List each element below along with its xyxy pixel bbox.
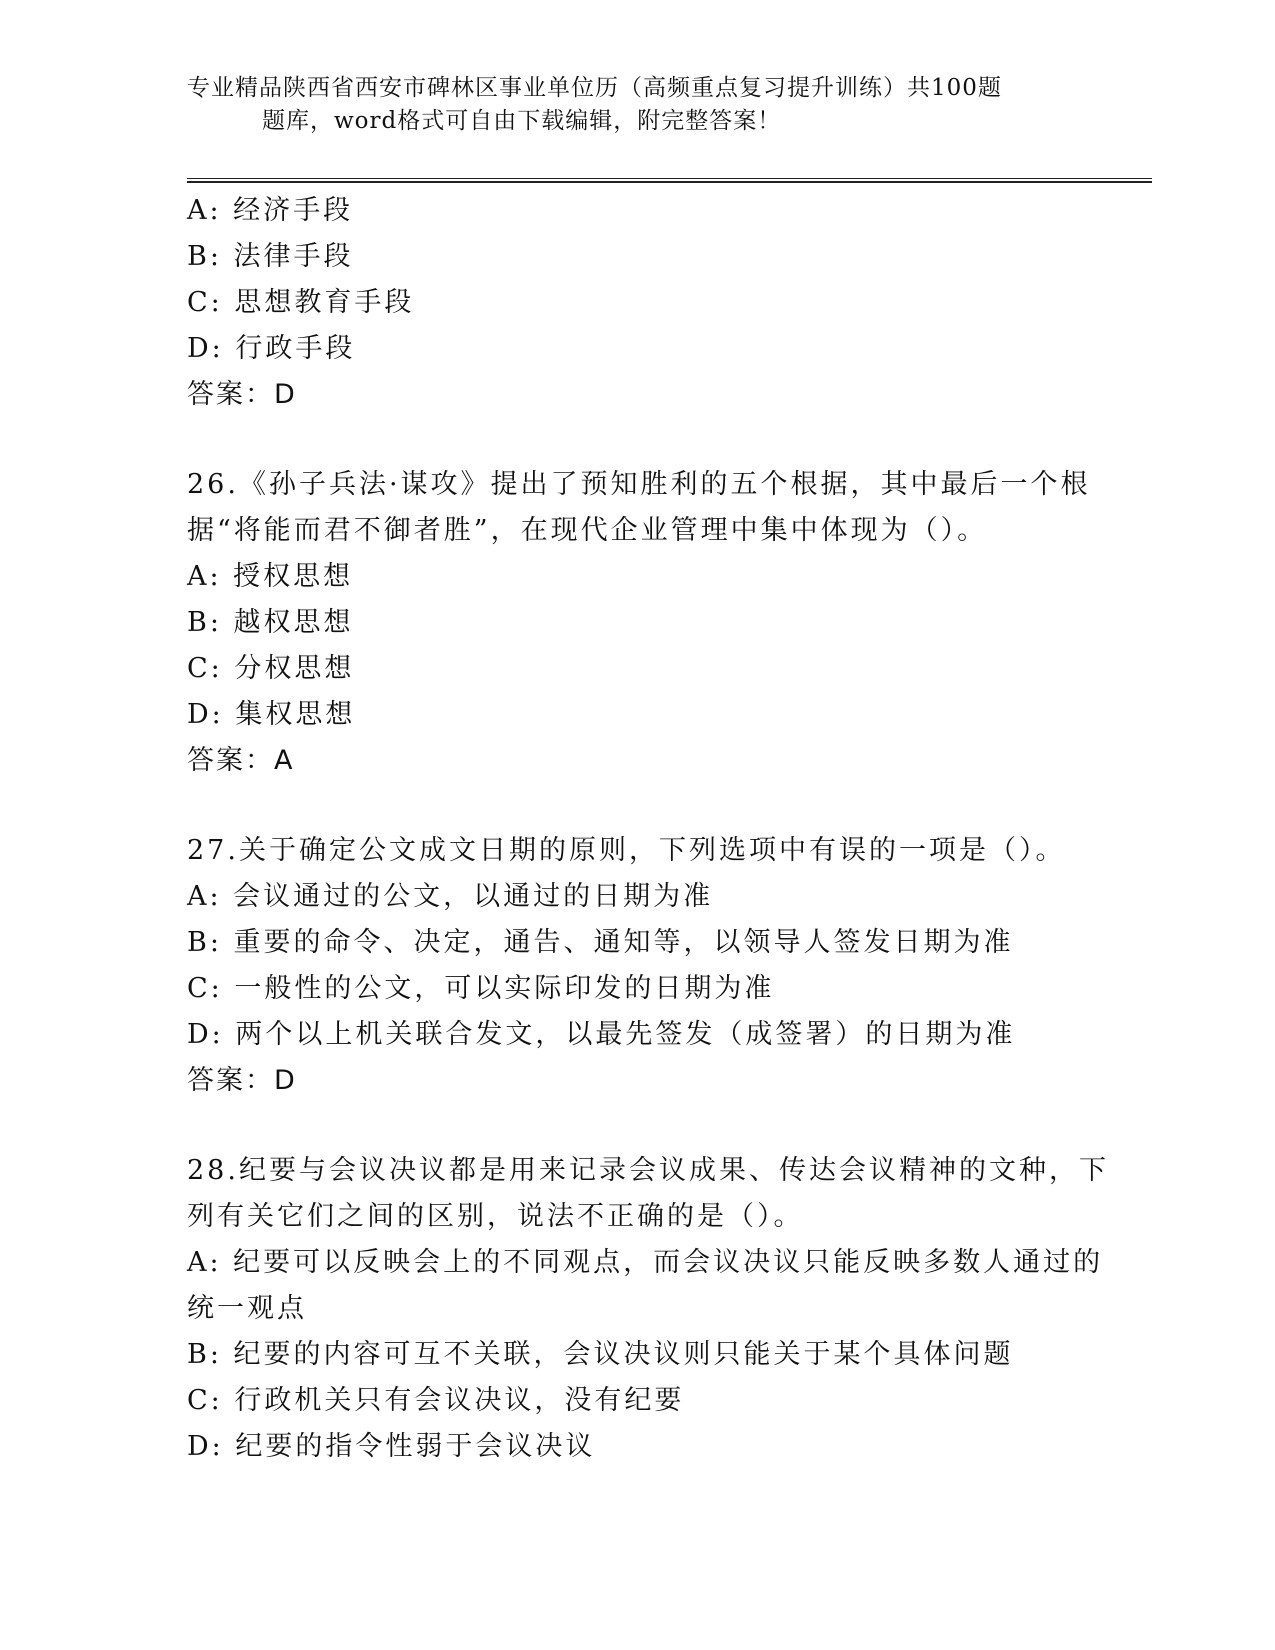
question-spacer: [187, 1104, 1087, 1148]
header-title-line1: 专业精品陕西省西安市碑林区事业单位历（高频重点复习提升训练）共100题: [187, 75, 1002, 101]
header-title-line2: 题库，word格式可自由下载编辑，附完整答案！: [262, 108, 782, 134]
question-28: [187, 1148, 1109, 1470]
q27-option-d: D: 两个以上机关联合发文，以最先签发（成签署）的日期为准: [187, 1019, 1016, 1050]
q28-option-d: D: 纪要的指令性弱于会议决议: [187, 1431, 596, 1462]
q25-option-b: B: 法律手段: [187, 241, 354, 272]
q27-option-a: A: 会议通过的公文，以通过的日期为准: [187, 881, 714, 912]
q28-option-a-line2: 统一观点: [187, 1293, 307, 1324]
question-25: [187, 188, 1087, 418]
question-spacer: [187, 418, 1087, 462]
q28-stem-line1: 28.纪要与会议决议都是用来记录会议成果、传达会议精神的文种，下: [187, 1155, 1109, 1186]
q25-option-d: D: 行政手段: [187, 333, 356, 364]
q25-option-a: A: 经济手段: [187, 195, 354, 226]
q28-option-a-line1: A: 纪要可以反映会上的不同观点，而会议决议只能反映多数人通过的: [187, 1247, 1104, 1278]
q25-answer: 答案：D: [187, 379, 297, 410]
q26-option-c: C: 分权思想: [187, 653, 355, 684]
q27-option-c: C: 一般性的公文，可以实际印发的日期为准: [187, 973, 775, 1004]
question-26: [187, 462, 1091, 784]
document-header: [187, 72, 1067, 138]
q28-stem-line2: 列有关它们之间的区别，说法不正确的是（）。: [187, 1201, 804, 1232]
q27-answer: 答案：D: [187, 1065, 297, 1096]
q26-answer: 答案：A: [187, 745, 295, 776]
header-divider-thin: [187, 178, 1152, 179]
header-divider-thick: [187, 181, 1152, 183]
q26-stem-line2: 据“将能而君不御者胜”，在现代企业管理中集中体现为（）。: [187, 515, 988, 546]
q28-option-c: C: 行政机关只有会议决议，没有纪要: [187, 1385, 685, 1416]
q27-option-b: B: 重要的命令、决定，通告、通知等，以领导人签发日期为准: [187, 927, 1014, 958]
q26-option-a: A: 授权思想: [187, 561, 354, 592]
q28-option-b: B: 纪要的内容可互不关联，会议决议则只能关于某个具体问题: [187, 1339, 1014, 1370]
question-27: [187, 828, 1087, 1104]
question-spacer: [187, 784, 1087, 828]
q26-option-d: D: 集权思想: [187, 699, 356, 730]
q26-option-b: B: 越权思想: [187, 607, 354, 638]
question-list: [187, 188, 1109, 1470]
q25-option-c: C: 思想教育手段: [187, 287, 415, 318]
q26-stem-line1: 26.《孙子兵法·谋攻》提出了预知胜利的五个根据，其中最后一个根: [187, 469, 1091, 500]
q27-stem-line1: 27.关于确定公文成文日期的原则，下列选项中有误的一项是（）。: [187, 835, 1066, 866]
